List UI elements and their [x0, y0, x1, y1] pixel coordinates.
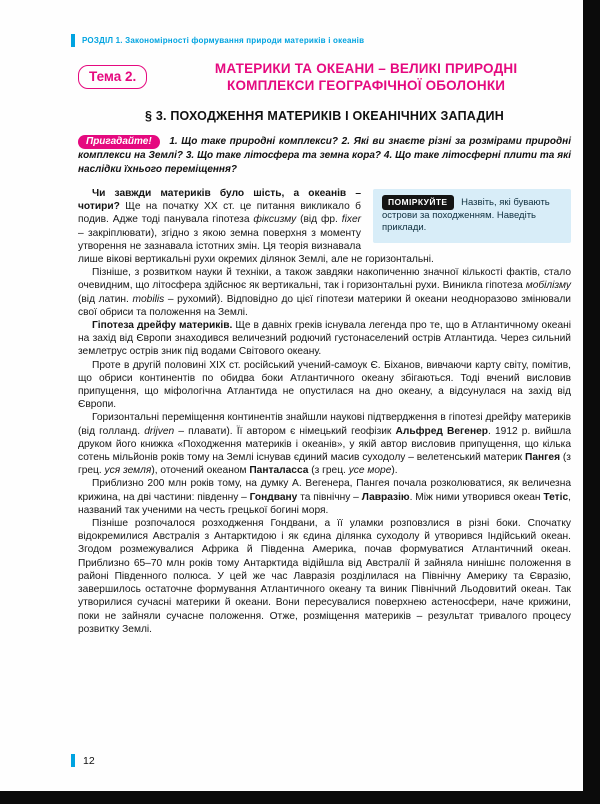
body-text — [78, 187, 571, 636]
text-run: Пангея — [525, 452, 561, 464]
ponder-task: Назвіть, які бувають острови за походженням. Наведіть приклади. — [382, 197, 550, 233]
footer-marker-bar — [71, 754, 75, 767]
body-paragraph — [78, 411, 571, 477]
text-run: Пізніше, з розвитком науки й техніки, а також завдяки накопиченню значної кількості фактів, стало очевидним, що літосфера здійснює як вертикальні, так і горизонтальні рухи. Виникла гіпотеза — [78, 267, 571, 292]
text-run: фіксизму — [253, 214, 297, 226]
text-run: (від латин. — [78, 293, 133, 305]
text-run: fixer — [341, 214, 361, 226]
chapter-marker-bar — [71, 34, 75, 47]
topic-title-line1: МАТЕРИКИ ТА ОКЕАНИ – ВЕЛИКІ ПРИРОДНІ — [214, 61, 518, 76]
text-run: Панталасса — [249, 465, 309, 477]
text-run: Чи завжди материків було шість, а океанів – чотири? — [78, 188, 361, 213]
chapter-title: РОЗДІЛ 1. Закономірності формування природи материків і океанів — [82, 36, 365, 45]
recall-block — [78, 135, 571, 177]
text-run: Гондвану — [249, 491, 298, 503]
body-paragraph — [78, 517, 571, 636]
text-run: мобілізму — [525, 280, 571, 292]
scan-edge-bottom — [0, 791, 600, 804]
text-run: Горизонтальні переміщення континентів знайшли наукові підтвердження в гіпотезі дрейфу материків (від голланд. — [78, 412, 571, 437]
text-run: , названий так ученими на честь грецької богині моря. — [78, 491, 571, 516]
text-run: Альфред Вегенер — [395, 425, 489, 437]
recall-badge: Пригадайте! — [78, 135, 160, 149]
text-run: Проте в другій половині XIX ст. російський учений-самоук Є. Біханов, вивчаючи карту світу, помітив, що обриси континентів по обидва боки Атлантичного океану збігаються. Тоді вчений висловив припущення, що міфологічна Атлантида не опустилася на дно океану, а відсунулася на захід від Європи. — [78, 359, 571, 411]
text-run: . 1912 р. вийшла друком його книжка «Походження материків і океанів», у якій автор висловив припущення, що кілька сотень мільйонів років тому на Землі існував єдиний масив суходолу – велетенський материк — [78, 425, 572, 464]
body-paragraph — [78, 359, 571, 412]
ponder-badge: ПОМІРКУЙТЕ — [382, 195, 454, 210]
text-run: Гіпотеза дрейфу материків. — [92, 320, 236, 332]
text-run: (від фр. — [296, 214, 342, 226]
body-paragraph — [78, 477, 571, 517]
ponder-box — [373, 189, 571, 243]
page-number: 12 — [83, 754, 95, 767]
page-footer — [71, 754, 95, 767]
text-run: Лавразію — [361, 491, 410, 503]
text-run: – плавати). Її автором є німецький геофізик — [174, 425, 396, 437]
body-paragraph — [78, 266, 571, 319]
text-run: drijven — [144, 425, 175, 437]
text-run: ). — [391, 465, 398, 477]
text-run: та північну – — [297, 491, 362, 503]
text-run: Ще в давніх греків існувала легенда про те, що в Атлантичному океані на захід від Європи знаходився величезний родючий густонаселений острів Атлантида. Через сильний землетрус острів зник під водами Світового океану. — [78, 320, 571, 358]
topic-header — [78, 60, 571, 94]
chapter-header — [71, 34, 571, 47]
text-run: Тетіс — [543, 491, 569, 503]
text-run: mobilis — [132, 293, 165, 305]
text-run: – закріплювати), згідно з якою земна поверхня з моменту утворення не зазнавала істотних змін. Ця теорія визнавала лише вікові вертикальні рухи окремих ділянок Землі, але не горизонтальні. — [78, 227, 434, 266]
topic-title-line2: КОМПЛЕКСИ ГЕОГРАФІЧНОЇ ОБОЛОНКИ — [227, 78, 506, 93]
recall-questions: 1. Що таке природні комплекси? 2. Які ви знаєте різні за розмірами природні комплекси на Землі? 3. Що таке літосфера та земна кора? 4. Що таке літосферні плити та які наслідки їхнього переміщення? — [78, 136, 571, 175]
text-run: Пізніше розпочалося розходження Гондвани, а її уламки розповзлися в різні боки. Спочатку відокремилися Австралія з Антарктидою і як єдина ділянка суходолу й утворився Індійський океан. Згодом розмежувалися Африка й Південна Америка, почав формуватися Атлантичний океан. Приблизно 65–70 млн років тому Антарктида відійшла від Австралії й зайняла нинішнє положення в районі Південного полюса. У цей же час Лавразія розділилася на Північну Америку та Євразію, завершилось остаточне формування Атлантичного океану та виник Північний Льодовитий океан. Так утворилися сучасні материки й океани. Вони пересувалися поверхнею астеносфери, наче крижини, поки не зайняли сучасне положення. Отже, розміщення материків – результат тривалого процесу розвитку Землі. — [78, 518, 571, 635]
text-run: уся земля — [104, 465, 152, 477]
topic-title — [161, 60, 571, 94]
topic-label: Тема 2. — [78, 65, 147, 89]
text-run: усе море — [348, 465, 392, 477]
text-run: ), оточений океаном — [151, 465, 250, 477]
section-heading: § 3. ПОХОДЖЕННЯ МАТЕРИКІВ І ОКЕАНІЧНИХ ЗАПАДИН — [145, 109, 504, 123]
text-run: . Між ними утворився океан — [409, 491, 544, 503]
text-run: (з грец. — [78, 452, 571, 477]
body-paragraph — [78, 319, 571, 359]
text-run: Ще на початку XX ст. це питання викликало б подив. Адже тоді панувала гіпотеза — [78, 201, 361, 226]
text-run: (з грец. — [308, 465, 349, 477]
text-run: Приблизно 200 млн років тому, на думку А. Вегенера, Пангея почала розколюватися, як величезна крижина, на дві частини: південну – — [78, 478, 571, 503]
text-run: – рухомий). Відповідно до цієї гіпотези материки й океани неодноразово змінювали свої обриси та положення на Землі. — [78, 293, 571, 318]
scan-edge-right — [583, 0, 600, 804]
